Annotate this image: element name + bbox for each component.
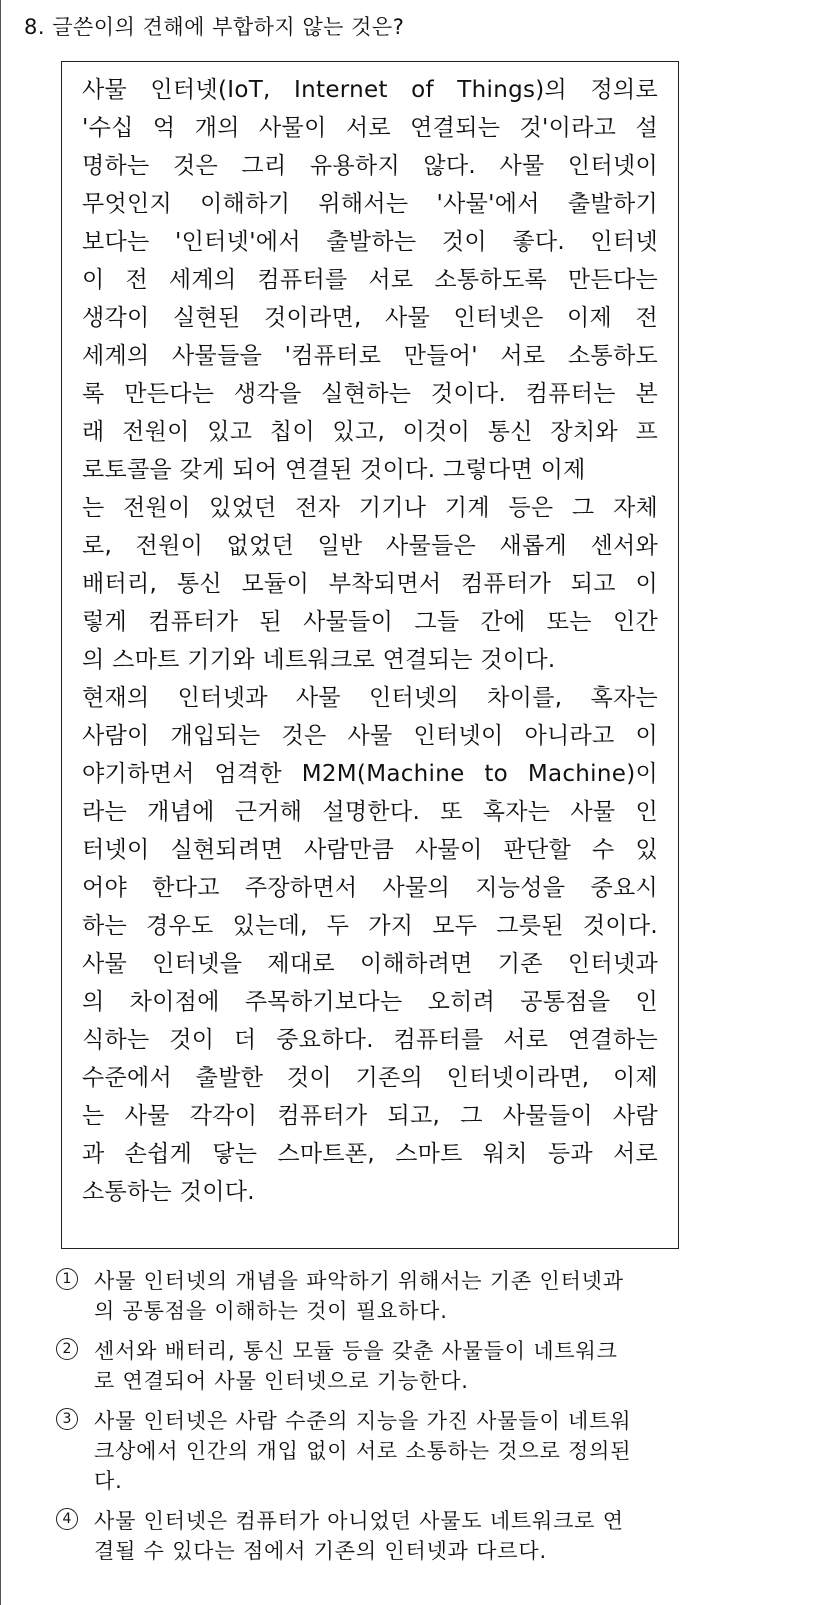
choice-number-mark: 1 [56,1268,78,1290]
choice-line: 로 연결되어 사물 인터넷으로 기능한다. [94,1369,469,1393]
choice-line: 다. [94,1469,123,1493]
passage-line: 는 사물 각각이 컴퓨터가 되고, 그 사물들이 사람 [82,1103,658,1129]
choice-line: 사물 인터넷은 사람 수준의 지능을 가진 사물들이 네트워 [94,1409,632,1433]
passage-line: 배터리, 통신 모듈이 부착되면서 컴퓨터가 되고 이 [82,571,658,597]
passage-line: 과 손쉽게 닿는 스마트폰, 스마트 워치 등과 서로 [82,1141,658,1167]
choice-line: 크상에서 인간의 개입 없이 서로 소통하는 것으로 정의된 [94,1439,632,1463]
choice-text [94,1406,756,1496]
passage-line: 현재의 인터넷과 사물 인터넷의 차이를, 혹자는 [82,685,658,711]
passage-line: 세계의 사물들을 '컴퓨터로 만들어' 서로 소통하도 [82,343,658,369]
choice-line: 결될 수 있다는 점에서 기존의 인터넷과 다르다. [94,1539,547,1563]
passage-line: 렇게 컴퓨터가 된 사물들이 그들 간에 또는 인간 [82,609,658,635]
passage-line: 식하는 것이 더 중요하다. 컴퓨터를 서로 연결하는 [82,1027,658,1053]
choice-line: 센서와 배터리, 통신 모듈 등을 갖춘 사물들이 네트워크 [94,1339,618,1363]
passage-line: 록 만든다는 생각을 실현하는 것이다. 컴퓨터는 본 [82,381,658,407]
passage-line: 명하는 것은 그리 유용하지 않다. 사물 인터넷이 [82,153,658,179]
passage-line: 소통하는 것이다. [82,1179,255,1205]
choice-text [94,1336,756,1396]
question-stem: 8. 글쓴이의 견해에 부합하지 않는 것은? [24,15,405,39]
choice-line: 의 공통점을 이해하는 것이 필요하다. [94,1299,448,1323]
passage-line: 의 차이점에 주목하기보다는 오히려 공통점을 인 [82,989,658,1015]
passage-line: 사물 인터넷을 제대로 이해하려면 기존 인터넷과 [82,951,658,977]
passage-line: 터넷이 실현되려면 사람만큼 사물이 판단할 수 있 [82,837,658,863]
passage-line: 수준에서 출발한 것이 기존의 인터넷이라면, 이제 [82,1065,658,1091]
choice-text [94,1506,756,1566]
passage-line: 보다는 '인터넷'에서 출발하는 것이 좋다. 인터넷 [82,229,658,255]
left-margin-rule [0,0,1,1605]
passage-box [61,61,679,1249]
passage-line: 사람이 개입되는 것은 사물 인터넷이 아니라고 이 [82,723,658,749]
passage-line: 야기하면서 엄격한 M2M(Machine to Machine)이 [82,761,658,787]
choice-text [94,1266,756,1326]
passage-line: 어야 한다고 주장하면서 사물의 지능성을 중요시 [82,875,658,901]
choice-line: 사물 인터넷은 컴퓨터가 아니었던 사물도 네트워크로 연 [94,1509,624,1533]
choice-number-mark: 4 [56,1508,78,1530]
passage-line: 로토콜을 갖게 되어 연결된 것이다. 그렇다면 이제 [82,457,586,483]
passage-line: '수십 억 개의 사물이 서로 연결되는 것'이라고 설 [82,115,658,141]
choice-3[interactable] [56,1406,756,1496]
answer-choices [56,1266,756,1576]
choice-number-mark: 3 [56,1408,78,1430]
choice-2[interactable] [56,1336,756,1396]
passage-line: 사물 인터넷(IoT, Internet of Things)의 정의로 [82,77,658,103]
passage-line: 하는 경우도 있는데, 두 가지 모두 그릇된 것이다. [82,913,658,939]
passage-line: 의 스마트 기기와 네트워크로 연결되는 것이다. [82,647,556,673]
choice-4[interactable] [56,1506,756,1566]
choice-1[interactable] [56,1266,756,1326]
choice-line: 사물 인터넷의 개념을 파악하기 위해서는 기존 인터넷과 [94,1269,624,1293]
passage-line: 로, 전원이 없었던 일반 사물들은 새롭게 센서와 [82,533,658,559]
passage-line: 래 전원이 있고 칩이 있고, 이것이 통신 장치와 프 [82,419,658,445]
passage-line: 라는 개념에 근거해 설명한다. 또 혹자는 사물 인 [82,799,658,825]
passage-line: 생각이 실현된 것이라면, 사물 인터넷은 이제 전 [82,305,658,331]
choice-number-mark: 2 [56,1338,78,1360]
passage-line: 는 전원이 있었던 전자 기기나 기계 등은 그 자체 [82,495,658,521]
passage-text [82,71,658,1211]
passage-line: 이 전 세계의 컴퓨터를 서로 소통하도록 만든다는 [82,267,658,293]
passage-line: 무엇인지 이해하기 위해서는 '사물'에서 출발하기 [82,191,658,217]
